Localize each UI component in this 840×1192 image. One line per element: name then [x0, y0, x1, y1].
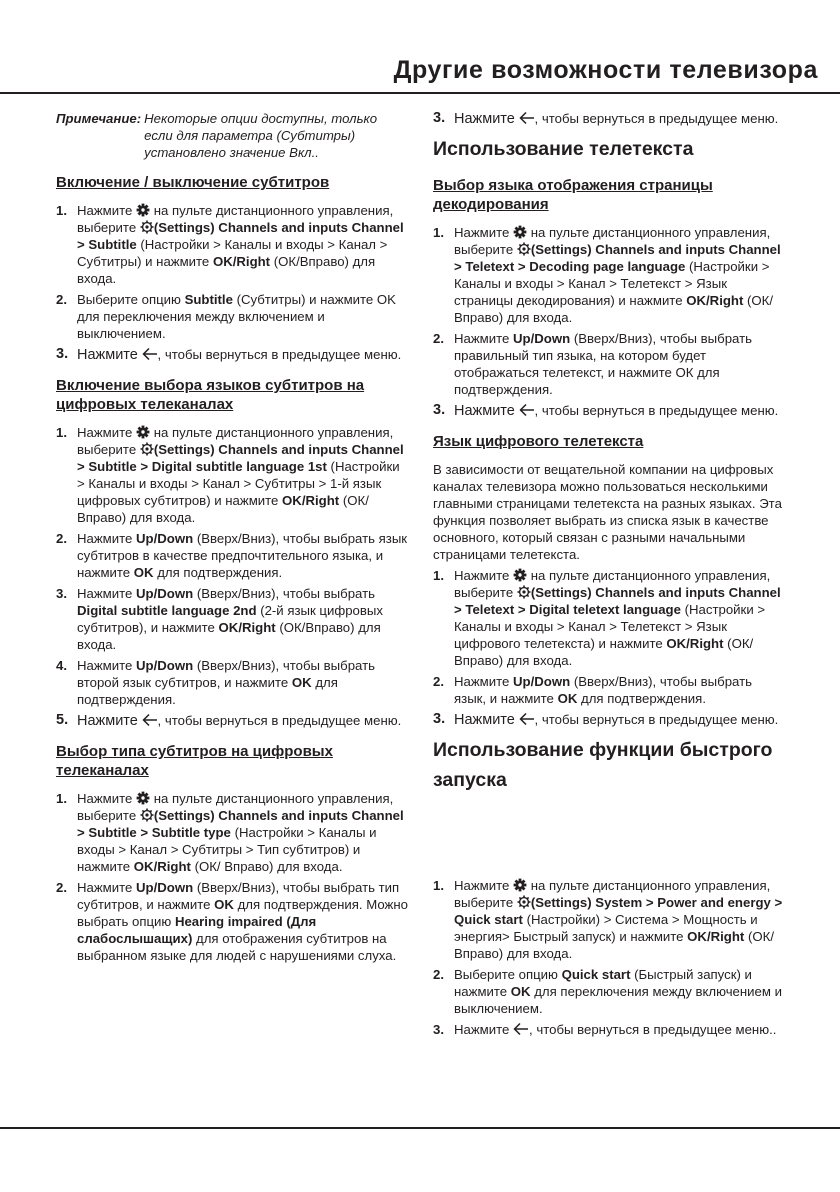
list-item	[433, 673, 785, 707]
list-item	[433, 966, 785, 1017]
section-heading-digital-teletext-language: Язык цифрового телетекста	[433, 433, 644, 450]
settings-gear-icon	[140, 442, 154, 456]
list-item	[56, 291, 408, 342]
list-item	[56, 202, 408, 287]
header-divider	[0, 92, 840, 94]
list-item	[56, 712, 408, 730]
list-item	[433, 877, 785, 962]
step-text: Нажмите Up/Down (Вверх/Вниз), чтобы выбрать второй язык субтитров, и нажмите OK для подтверждения.	[77, 658, 375, 707]
step-number: 3.	[433, 711, 446, 727]
settings-gear-icon	[140, 220, 154, 234]
step-text: Нажмите Up/Down (Вверх/Вниз), чтобы выбрать Digital subtitle language 2nd (2-й язык цифровых субтитров), и нажмите OK/Right (ОК/Вправо) для входа.	[77, 586, 383, 652]
step-number: 3.	[433, 1022, 444, 1037]
gear-icon	[513, 568, 527, 582]
section-heading-decoding-page-language: Выбор языка отображения страницы декодирования	[433, 177, 713, 213]
step-number: 1.	[433, 568, 444, 583]
back-arrow-icon	[142, 347, 158, 361]
list-item	[56, 346, 408, 364]
step-number: 3.	[56, 346, 69, 362]
back-arrow-icon	[142, 713, 158, 727]
step-text: Нажмите на пульте дистанционного управления, выберите (Settings) Channels and inputs Channel > Subtitle > Subtitle type (Настройки > Каналы и входы > Канал > Субтитры > Тип субтитров) и нажмите OK/Right (ОК/ Вправо) для входа.	[77, 791, 404, 874]
step-text: Нажмите , чтобы вернуться в предыдущее меню.	[454, 111, 779, 127]
step-text: Нажмите на пульте дистанционного управления, выберите (Settings) Channels and inputs Channel > Subtitle > Digital subtitle language 1st (Настройки > Каналы и входы > Канал > Субтитры > 1-й язык цифровых субтитров) и нажмите OK/Right (ОК/Вправо) для входа.	[77, 425, 404, 525]
step-text: Выберите опцию Subtitle (Субтитры) и нажмите OK для переключения между включением и выключением.	[77, 292, 396, 341]
step-text: Нажмите , чтобы вернуться в предыдущее меню.	[77, 713, 402, 729]
step-number: 4.	[56, 658, 67, 673]
step-number: 3.	[433, 110, 446, 126]
step-number: 5.	[56, 712, 69, 728]
heading-teletext: Использование телетекста	[433, 138, 694, 160]
list-item	[433, 224, 785, 326]
gear-icon	[136, 425, 150, 439]
section-heading-subtitles-toggle: Включение / выключение субтитров	[56, 174, 330, 191]
back-arrow-icon	[519, 403, 535, 417]
list-item	[56, 657, 408, 708]
step-number: 1.	[433, 878, 444, 893]
note-label: Примечание:	[56, 111, 142, 126]
step-text: Нажмите на пульте дистанционного управления, выберите (Settings) System > Power and energy > Quick start (Настройки) > Система > Мощность и энергия> Быстрый запуск) и нажмите OK/Right (ОК/Вправо) для входа.	[454, 878, 783, 961]
list-item	[56, 879, 408, 964]
note	[56, 110, 408, 161]
step-number: 3.	[56, 586, 67, 601]
page-title: Другие возможности телевизора	[393, 56, 818, 84]
step-text: Нажмите , чтобы вернуться в предыдущее меню.	[454, 712, 779, 728]
settings-gear-icon	[517, 895, 531, 909]
list-item	[433, 402, 785, 420]
section-heading-subtitle-type: Выбор типа субтитров на цифровых телеканалах	[56, 743, 333, 779]
step-number: 2.	[433, 674, 444, 689]
step-text: Нажмите , чтобы вернуться в предыдущее меню..	[454, 1022, 777, 1037]
step-number: 1.	[56, 425, 67, 440]
settings-gear-icon	[517, 242, 531, 256]
step-number: 2.	[56, 880, 67, 895]
intro-paragraph: В зависимости от вещательной компании на цифровых каналах телевизора можно пользоваться несколькими главными страницами телетекста на разных языках. Эта функция позволяет выбрать из списка язык в качестве основного, который связан с разными начальными страницами телетекста.	[433, 462, 782, 562]
back-arrow-icon	[519, 111, 535, 125]
back-arrow-icon	[519, 712, 535, 726]
step-number: 2.	[56, 531, 67, 546]
step-number: 2.	[433, 331, 444, 346]
list-item	[433, 110, 785, 128]
left-column	[56, 110, 408, 968]
gear-icon	[136, 791, 150, 805]
heading-quick-start: Использование функции быстрого запуска	[433, 739, 773, 791]
step-number: 1.	[56, 791, 67, 806]
list-item	[433, 711, 785, 729]
settings-gear-icon	[517, 585, 531, 599]
right-column	[433, 110, 785, 1042]
list-item	[56, 790, 408, 875]
list-item	[56, 585, 408, 653]
settings-gear-icon	[140, 808, 154, 822]
step-text: Нажмите , чтобы вернуться в предыдущее меню.	[454, 403, 779, 419]
gear-icon	[513, 878, 527, 892]
step-number: 1.	[433, 225, 444, 240]
step-text: Нажмите на пульте дистанционного управления, выберите (Settings) Channels and inputs Channel > Teletext > Digital teletext language (Настройки > Каналы и входы > Канал > Телетекст > Язык цифрового телетекста) и нажмите OK/Right (ОК/Вправо) для входа.	[454, 568, 781, 668]
list-item	[433, 330, 785, 398]
step-text: Нажмите Up/Down (Вверх/Вниз), чтобы выбрать тип субтитров, и нажмите OK для подтверждения. Можно выбрать опцию Hearing impaired (Для слабослышащих) для отображения субтитров на выбранном языке для людей с нарушениями слуха.	[77, 880, 408, 963]
step-text: Нажмите Up/Down (Вверх/Вниз), чтобы выбрать язык субтитров в качестве предпочтительного языка, и нажмите OK для подтверждения.	[77, 531, 408, 580]
note-text: Некоторые опции доступны, только если для параметра (Субтитры) установлено значение Вкл..	[144, 111, 378, 160]
step-text: Нажмите на пульте дистанционного управления, выберите (Settings) Channels and inputs Channel > Teletext > Decoding page language (Настройки > Каналы и входы > Канал > Телетекст > Язык страницы декодирования) и нажмите OK/Right (ОК/Вправо) для входа.	[454, 225, 781, 325]
step-number: 3.	[433, 402, 446, 418]
step-text: Нажмите , чтобы вернуться в предыдущее меню.	[77, 347, 402, 363]
footer-divider	[0, 1127, 840, 1129]
gear-icon	[136, 203, 150, 217]
list-item	[56, 530, 408, 581]
list-item	[56, 424, 408, 526]
back-arrow-icon	[513, 1022, 529, 1036]
step-number: 2.	[56, 292, 67, 307]
list-item	[433, 567, 785, 669]
step-number: 2.	[433, 967, 444, 982]
step-text: Нажмите Up/Down (Вверх/Вниз), чтобы выбрать язык, и нажмите OK для подтверждения.	[454, 674, 752, 706]
gear-icon	[513, 225, 527, 239]
step-text: Нажмите на пульте дистанционного управления, выберите (Settings) Channels and inputs Channel > Subtitle (Настройки > Каналы и входы > Канал > Субтитры) и нажмите OK/Right (ОК/Вправо) для входа.	[77, 203, 404, 286]
list-item	[433, 1021, 785, 1038]
step-text: Выберите опцию Quick start (Быстрый запуск) и нажмите OK для переключения между включением и выключением.	[454, 967, 782, 1016]
section-heading-subtitle-languages: Включение выбора языков субтитров на цифровых телеканалах	[56, 377, 365, 413]
step-text: Нажмите Up/Down (Вверх/Вниз), чтобы выбрать правильный тип языка, на котором будет отображаться телетекст, и нажмите ОК для подтверждения.	[454, 331, 752, 397]
step-number: 1.	[56, 203, 67, 218]
